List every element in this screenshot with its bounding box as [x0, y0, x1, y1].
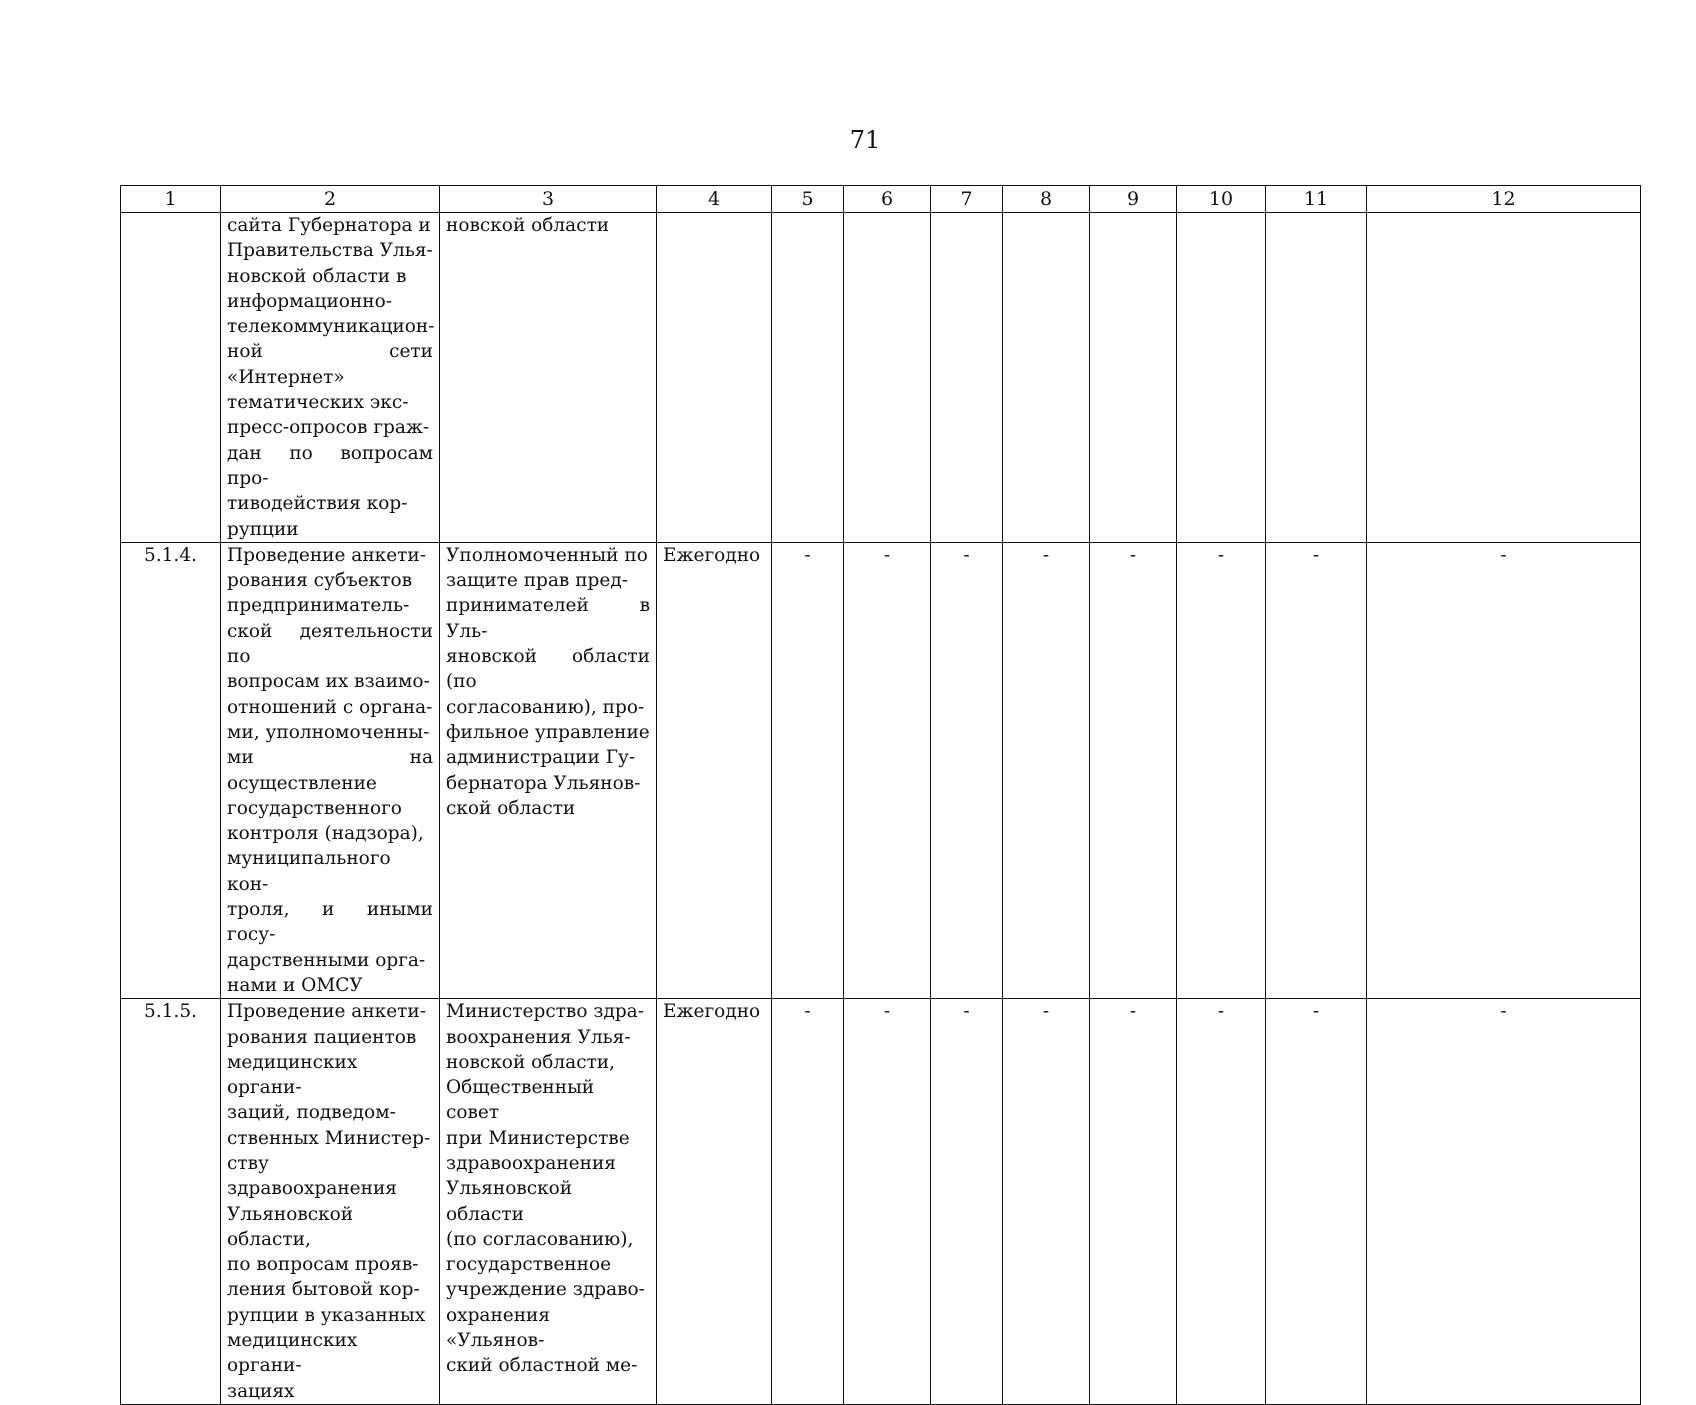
measure-description	[221, 213, 440, 543]
description-line: новской области в	[227, 265, 407, 287]
responsible-line: Министерство здра-	[446, 1001, 644, 1023]
column-header: 11	[1266, 186, 1367, 213]
column-header: 9	[1090, 186, 1177, 213]
description-line: дарственными орга-	[227, 949, 426, 971]
responsible-line: учреждение здраво-	[446, 1279, 645, 1301]
table-row	[121, 542, 1641, 998]
value-cell	[772, 213, 844, 543]
description-line: телекоммуникацион-	[227, 316, 435, 338]
responsible-line: защите прав пред-	[446, 570, 628, 592]
description-line: по вопросам прояв-	[227, 1254, 419, 1276]
description-line: нами и ОМСУ	[227, 974, 363, 996]
value-cell: -	[772, 542, 844, 998]
responsible-line: Общественный совет	[446, 1077, 595, 1124]
column-header: 10	[1177, 186, 1266, 213]
measure-description	[221, 999, 440, 1405]
column-header: 6	[844, 186, 931, 213]
description-line: рования субъектов	[227, 570, 413, 592]
responsible-line: администрации Гу-	[446, 747, 636, 769]
column-header: 8	[1003, 186, 1090, 213]
measures-table	[120, 185, 1641, 1405]
description-line: ской деятельности по	[227, 620, 433, 668]
measure-description	[221, 542, 440, 998]
responsible-line: при Министерстве	[446, 1127, 630, 1149]
value-cell	[1266, 213, 1367, 543]
column-header: 7	[931, 186, 1003, 213]
value-cell	[1003, 213, 1090, 543]
period	[657, 213, 772, 543]
description-line: зациях	[227, 1380, 295, 1402]
description-line: Ульяновской области,	[227, 1203, 354, 1250]
value-cell: -	[1177, 542, 1266, 998]
column-number-row	[121, 186, 1641, 213]
value-cell: -	[931, 999, 1003, 1405]
value-cell	[1090, 213, 1177, 543]
description-line: тиводействия кор-	[227, 493, 408, 515]
value-cell: -	[1003, 542, 1090, 998]
description-line: медицинских органи-	[227, 1330, 358, 1377]
value-cell: -	[772, 999, 844, 1405]
description-line: вопросам их взаимо-	[227, 671, 430, 693]
description-line: рования пациентов	[227, 1026, 417, 1048]
description-line: информационно-	[227, 290, 392, 312]
description-line: дан по вопросам про-	[227, 442, 433, 489]
value-cell: -	[1266, 999, 1367, 1405]
description-line: Проведение анкети-	[227, 544, 426, 566]
value-cell: -	[1003, 999, 1090, 1405]
column-header: 1	[121, 186, 221, 213]
description-line: заций, подведом-	[227, 1102, 396, 1124]
value-cell	[844, 213, 931, 543]
description-line: тематических экс-	[227, 392, 409, 414]
responsible-line: новской области,	[446, 1051, 616, 1073]
responsible-party	[440, 213, 657, 543]
period: Ежегодно	[657, 999, 772, 1405]
column-header: 5	[772, 186, 844, 213]
description-line: ству здравоохранения	[227, 1152, 397, 1200]
responsible-line: фильное управление	[446, 721, 650, 743]
column-header: 2	[221, 186, 440, 213]
description-line: ми на осуществление	[227, 747, 433, 794]
description-line: рупции в указанных	[227, 1304, 426, 1326]
description-line: рупции	[227, 518, 299, 540]
value-cell	[1367, 213, 1641, 543]
responsible-line: Уполномоченный по	[446, 544, 648, 566]
responsible-line: Ульяновской области	[446, 1178, 573, 1225]
value-cell: -	[1090, 542, 1177, 998]
responsible-line: согласованию), про-	[446, 696, 645, 718]
description-line: сайта Губернатора и	[227, 215, 431, 236]
description-line: контроля (надзора),	[227, 823, 424, 845]
responsible-line: воохранения Улья-	[446, 1026, 631, 1048]
responsible-line: ской области	[446, 797, 576, 819]
responsible-line: государственное	[446, 1254, 612, 1276]
value-cell: -	[1367, 542, 1641, 998]
responsible-line: яновской области (по	[446, 646, 650, 693]
responsible-line: бернатора Ульянов-	[446, 772, 641, 794]
measure-number: 5.1.5.	[121, 999, 221, 1405]
description-line: ми, уполномоченны-	[227, 721, 430, 743]
responsible-line: ский областной ме-	[446, 1355, 638, 1377]
measure-number	[121, 213, 221, 543]
responsible-party	[440, 542, 657, 998]
description-line: медицинских органи-	[227, 1051, 358, 1099]
value-cell: -	[1367, 999, 1641, 1405]
column-header: 12	[1367, 186, 1641, 213]
description-line: ственных Министер-	[227, 1127, 431, 1149]
description-line: Правительства Улья-	[227, 240, 433, 262]
responsible-line: принимателей в Уль-	[446, 595, 650, 642]
value-cell: -	[1177, 999, 1266, 1405]
value-cell	[931, 213, 1003, 543]
description-line: отношений с органа-	[227, 696, 433, 718]
description-line: ной сети «Интернет»	[227, 341, 433, 388]
responsible-party	[440, 999, 657, 1405]
description-line: государственного	[227, 797, 402, 819]
responsible-line: (по согласованию),	[446, 1228, 634, 1250]
value-cell: -	[1090, 999, 1177, 1405]
description-line: Проведение анкети-	[227, 1001, 426, 1023]
responsible-line: новской области	[446, 215, 610, 236]
description-line: предприниматель-	[227, 595, 410, 617]
column-header: 3	[440, 186, 657, 213]
table-row	[121, 999, 1641, 1405]
value-cell: -	[844, 999, 931, 1405]
period: Ежегодно	[657, 542, 772, 998]
value-cell	[1177, 213, 1266, 543]
description-line: троля, и иными госу-	[227, 899, 433, 946]
description-line: пресс-опросов граж-	[227, 417, 430, 439]
measure-number: 5.1.4.	[121, 542, 221, 998]
description-line: ления бытовой кор-	[227, 1279, 420, 1301]
value-cell: -	[1266, 542, 1367, 998]
description-line: муниципального кон-	[227, 848, 391, 895]
responsible-line: охранения «Ульянов-	[446, 1304, 551, 1352]
column-header: 4	[657, 186, 772, 213]
page-number: 71	[849, 126, 881, 154]
value-cell: -	[844, 542, 931, 998]
table-row	[121, 213, 1641, 543]
value-cell: -	[931, 542, 1003, 998]
responsible-line: здравоохранения	[446, 1152, 616, 1174]
